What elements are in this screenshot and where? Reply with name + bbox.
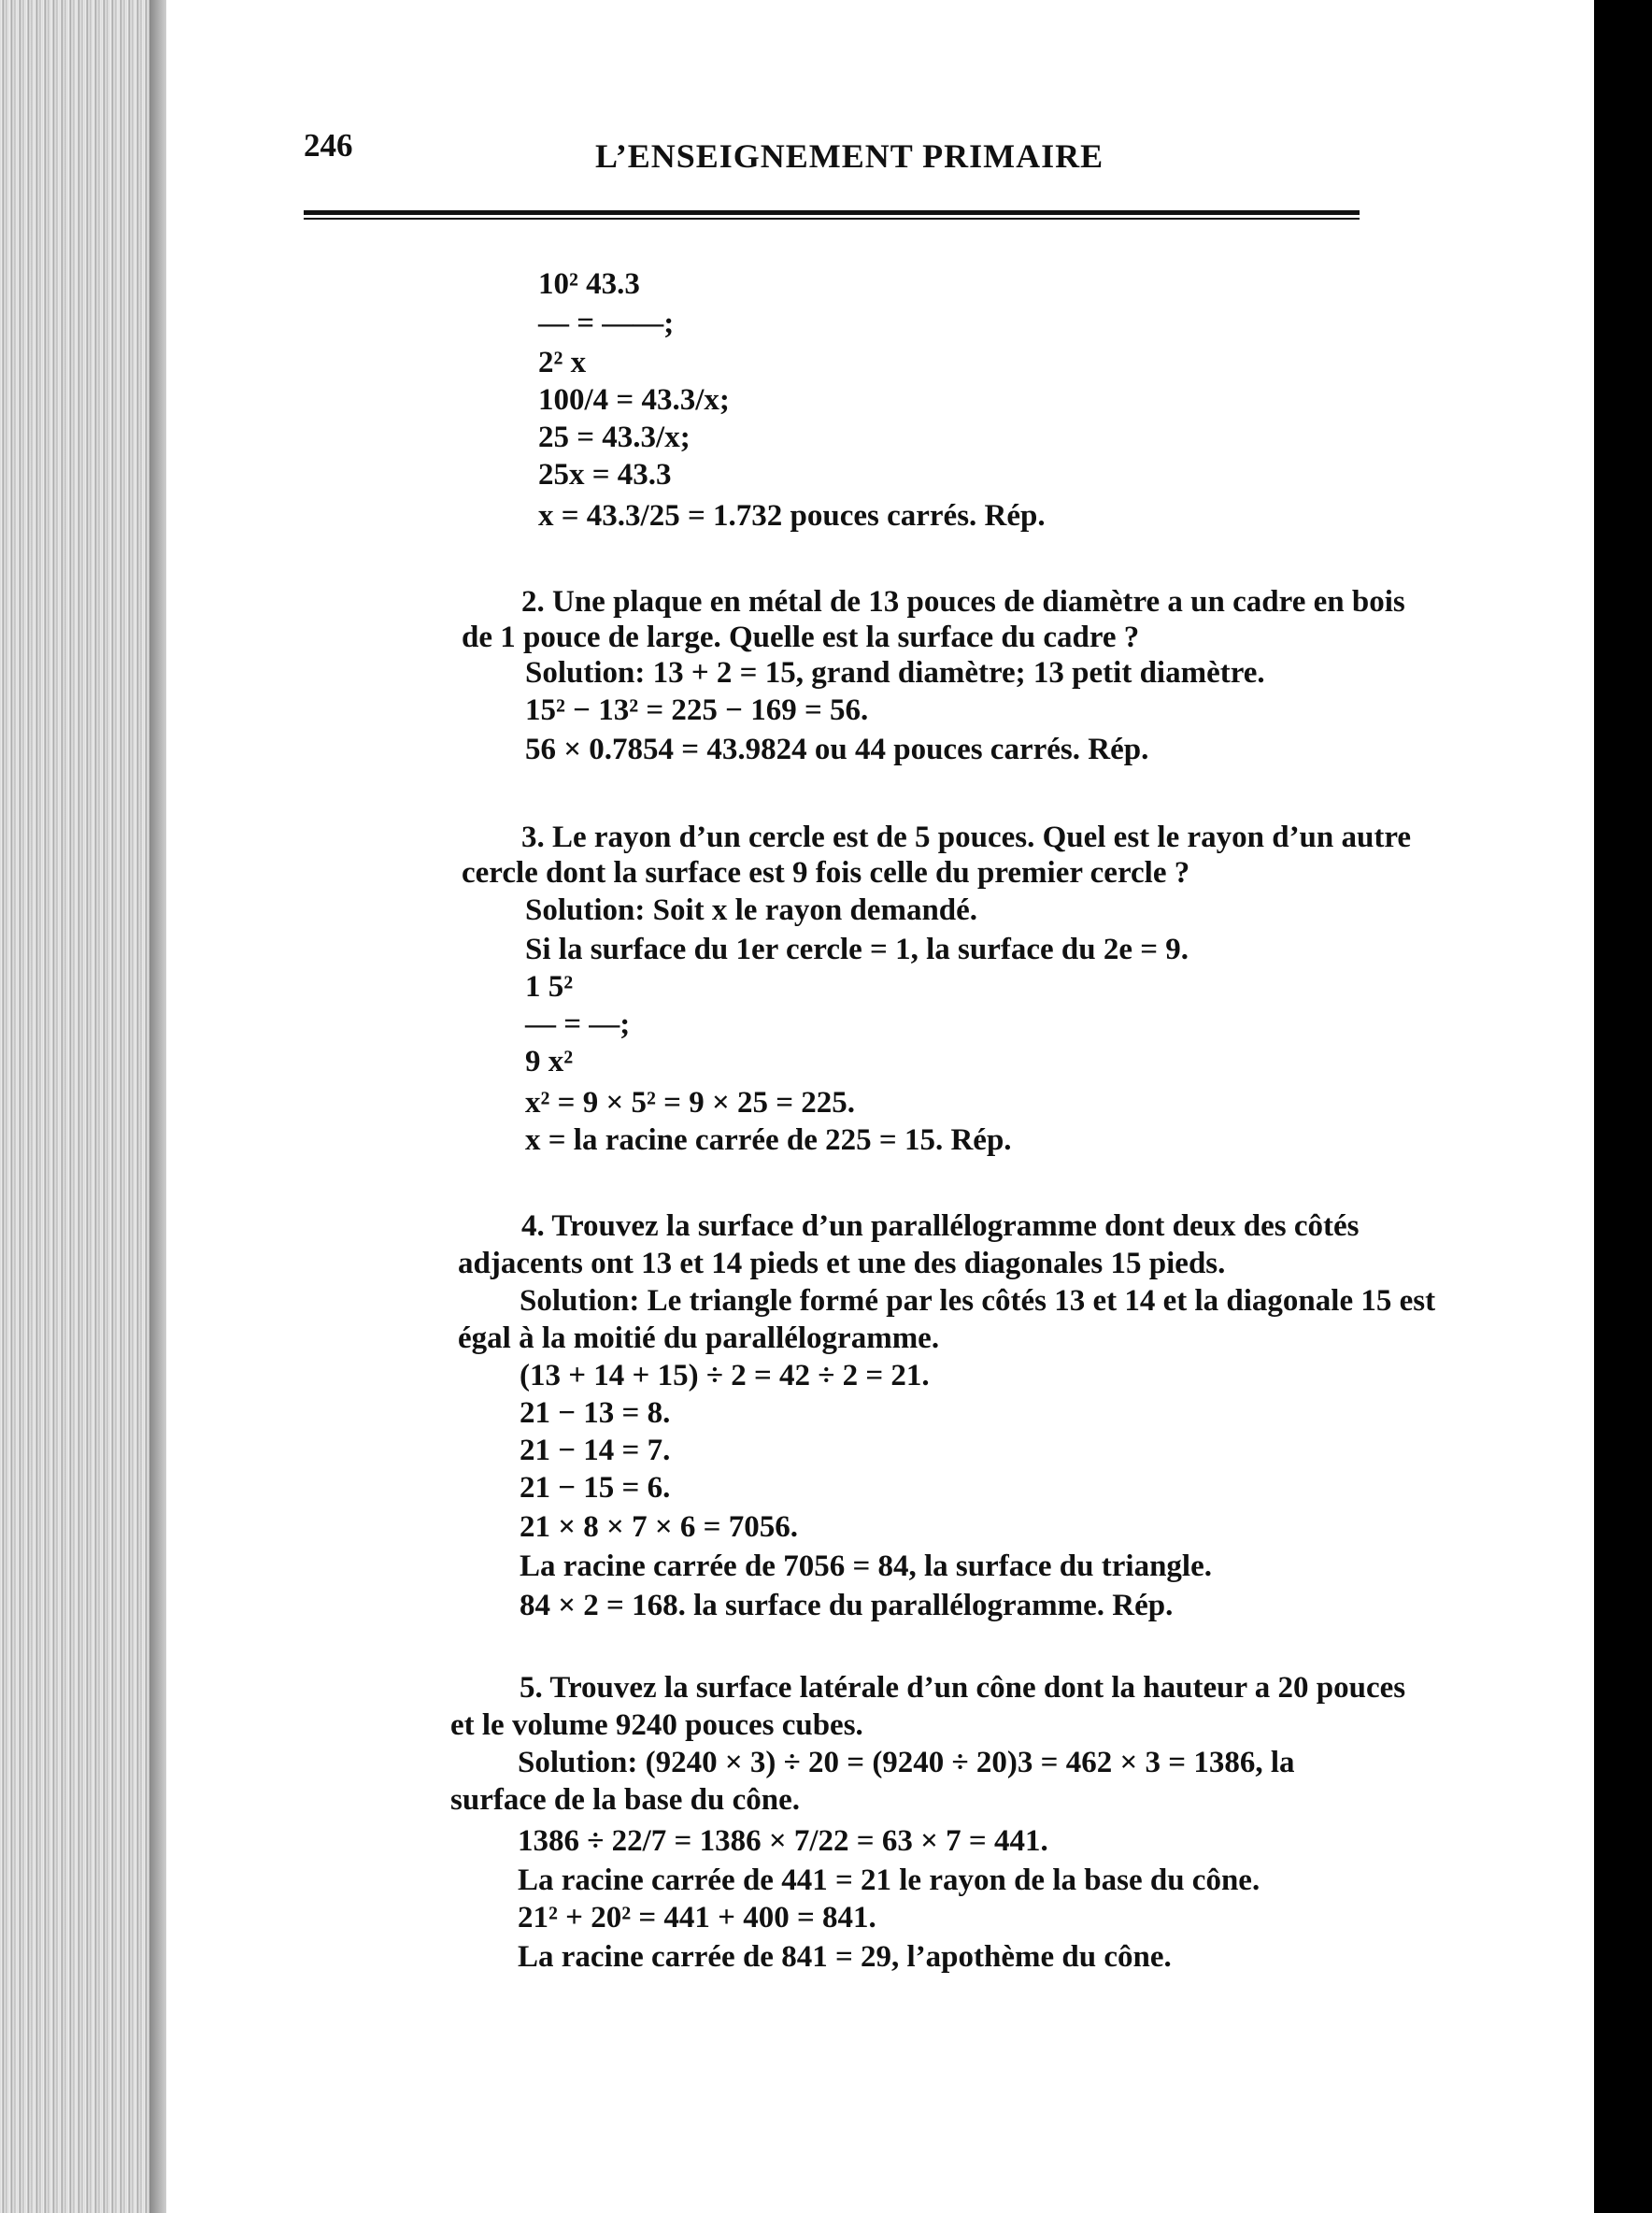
header-rule-thin [304, 218, 1360, 220]
problem-2-text: 2. Une plaque en métal de 13 pouces de diamètre a un cadre en bois [521, 585, 1405, 619]
eq-line: 21² + 20² = 441 + 400 = 841. [518, 1901, 876, 1935]
eq-line: 21 − 15 = 6. [520, 1471, 671, 1505]
page-number: 246 [304, 127, 353, 164]
eq-line: Si la surface du 1er cercle = 1, la surface du 2e = 9. [525, 933, 1189, 966]
answer-line: x = 43.3/25 = 1.732 pouces carrés. Rép. [538, 499, 1046, 533]
eq-line: 21 × 8 × 7 × 6 = 7056. [520, 1510, 798, 1544]
eq-line: 15² − 13² = 225 − 169 = 56. [525, 693, 869, 727]
running-head: L’ENSEIGNEMENT PRIMAIRE [595, 137, 1104, 175]
eq-line: 21 − 13 = 8. [520, 1396, 671, 1430]
problem-3-text: 3. Le rayon d’un cercle est de 5 pouces. Quel est le rayon d’un autre [521, 821, 1412, 854]
eq-line: 9 x² [525, 1045, 574, 1078]
problem-4-text: égal à la moitié du parallélogramme. [458, 1321, 940, 1355]
answer-line: 56 × 0.7854 = 43.9824 ou 44 pouces carrés. Rép. [525, 733, 1149, 766]
problem-4-text: 4. Trouvez la surface d’un parallélogramme dont deux des côtés [521, 1209, 1360, 1243]
eq-line: x² = 9 × 5² = 9 × 25 = 225. [525, 1086, 856, 1120]
solution-line: Solution: 13 + 2 = 15, grand diamètre; 13 petit diamètre. [525, 656, 1265, 690]
answer-line: x = la racine carrée de 225 = 15. Rép. [525, 1123, 1012, 1157]
problem-5-text: surface de la base du cône. [450, 1783, 800, 1817]
solution-line: Solution: Le triangle formé par les côtés 13 et 14 et la diagonale 15 est [520, 1284, 1436, 1318]
problem-5-text: 5. Trouvez la surface latérale d’un cône dont la hauteur a 20 pouces [520, 1671, 1406, 1705]
eq-line: 10² 43.3 [538, 267, 640, 301]
eq-line: 1 5² [525, 970, 574, 1004]
problem-2-text: de 1 pouce de large. Quelle est la surface du cadre ? [462, 621, 1140, 654]
eq-line: — = ——; [538, 307, 675, 340]
eq-line: La racine carrée de 441 = 21 le rayon de la base du cône. [518, 1863, 1260, 1897]
eq-line: — = —; [525, 1007, 631, 1041]
solution-line: Solution: Soit x le rayon demandé. [525, 893, 978, 927]
header-rule-thick [304, 210, 1360, 215]
eq-line: 2² x [538, 346, 587, 379]
answer-line: 84 × 2 = 168. la surface du parallélogramme. Rép. [520, 1589, 1174, 1622]
eq-line: 25 = 43.3/x; [538, 421, 691, 454]
solution-line: Solution: (9240 × 3) ÷ 20 = (9240 ÷ 20)3 = 462 × 3 = 1386, la [518, 1746, 1295, 1779]
problem-4-text: adjacents ont 13 et 14 pieds et une des diagonales 15 pieds. [458, 1247, 1226, 1280]
eq-line: 100/4 = 43.3/x; [538, 383, 730, 417]
book-page-edges [0, 0, 166, 2213]
problem-5-text: et le volume 9240 pouces cubes. [450, 1708, 863, 1742]
eq-line: 25x = 43.3 [538, 458, 672, 492]
eq-line: 21 − 14 = 7. [520, 1434, 671, 1467]
problem-3-text: cercle dont la surface est 9 fois celle du premier cercle ? [462, 856, 1190, 890]
eq-line: La racine carrée de 841 = 29, l’apothème du cône. [518, 1940, 1172, 1974]
eq-line: (13 + 14 + 15) ÷ 2 = 42 ÷ 2 = 21. [520, 1359, 930, 1392]
eq-line: 1386 ÷ 22/7 = 1386 × 7/22 = 63 × 7 = 441. [518, 1824, 1048, 1858]
eq-line: La racine carrée de 7056 = 84, la surface du triangle. [520, 1549, 1212, 1583]
